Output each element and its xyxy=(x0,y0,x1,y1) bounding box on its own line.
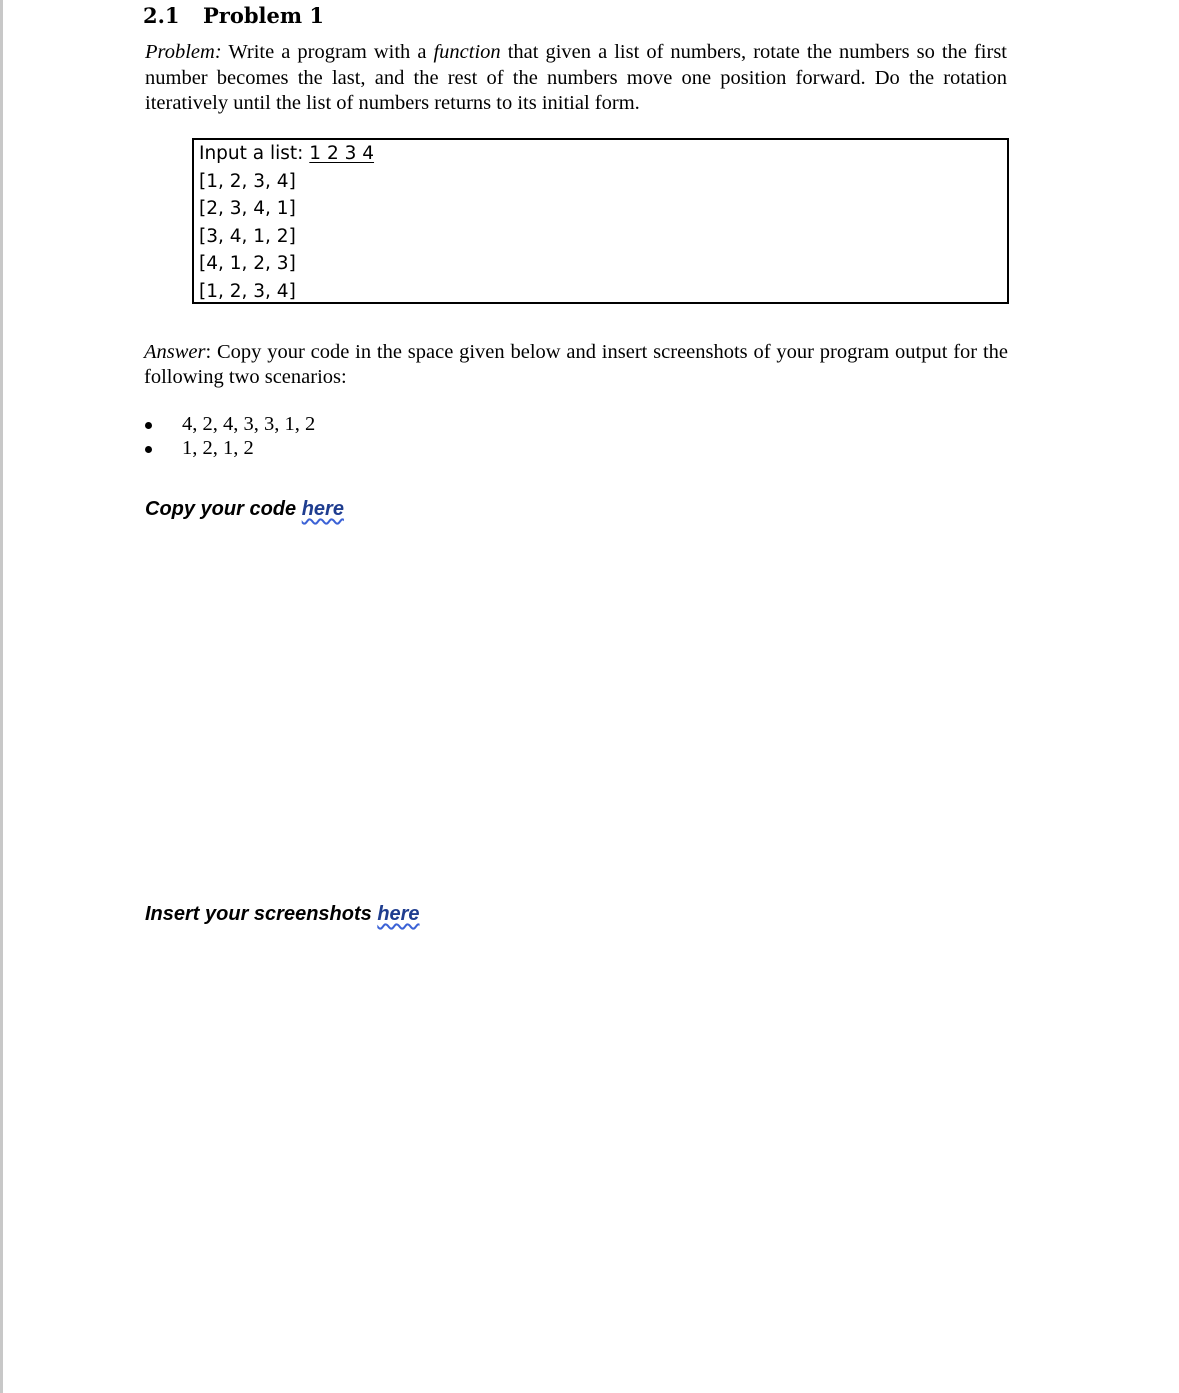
answer-instructions xyxy=(144,340,1008,390)
answer-text: : Copy your code in the space given below and insert screenshots of your program output for the following two scenarios: xyxy=(144,341,1008,388)
problem-label: Problem: xyxy=(145,41,222,63)
console-output-line: [3, 4, 1, 2] xyxy=(199,225,296,247)
code-here-link[interactable]: here xyxy=(301,498,344,520)
scenario-value: 4, 2, 4, 3, 3, 1, 2 xyxy=(182,413,316,435)
section-heading xyxy=(143,2,324,30)
scenario-item xyxy=(144,436,315,460)
screenshot-prompt-text: Insert your screenshots xyxy=(145,903,378,925)
bullet-icon xyxy=(145,446,152,453)
console-input-value: 1 2 3 4 xyxy=(309,143,375,164)
section-title: Problem 1 xyxy=(203,3,325,28)
page-left-edge xyxy=(0,0,3,1393)
sample-console-output xyxy=(192,138,1009,304)
code-prompt-text: Copy your code xyxy=(145,498,302,520)
scenario-value: 1, 2, 1, 2 xyxy=(182,437,254,459)
problem-text-before: Write a program with a xyxy=(221,41,434,63)
console-output-line: [1, 2, 3, 4] xyxy=(199,280,296,302)
answer-label: Answer xyxy=(144,341,206,363)
problem-text-after: that given a list of numbers, rotate the numbers so the first number becomes the last, and the rest of the numbers move one position forward. Do the rotation iteratively until the list of numbers returns to its initial form. xyxy=(145,41,1007,114)
console-output-line: [4, 1, 2, 3] xyxy=(199,253,296,274)
bullet-icon xyxy=(145,422,152,429)
scenario-item xyxy=(144,412,315,436)
problem-statement xyxy=(145,40,1007,117)
screenshot-here-link[interactable]: here xyxy=(377,903,420,925)
screenshot-prompt xyxy=(145,901,420,927)
code-prompt xyxy=(145,496,344,522)
section-number: 2.1 xyxy=(143,3,180,28)
console-output-line: [2, 3, 4, 1] xyxy=(199,198,296,219)
console-input-row xyxy=(199,140,1007,168)
scenario-list xyxy=(144,412,315,460)
console-output-line: [1, 2, 3, 4] xyxy=(199,170,296,192)
problem-emphasis: function xyxy=(433,41,501,63)
console-prompt: Input a list: xyxy=(199,143,310,164)
